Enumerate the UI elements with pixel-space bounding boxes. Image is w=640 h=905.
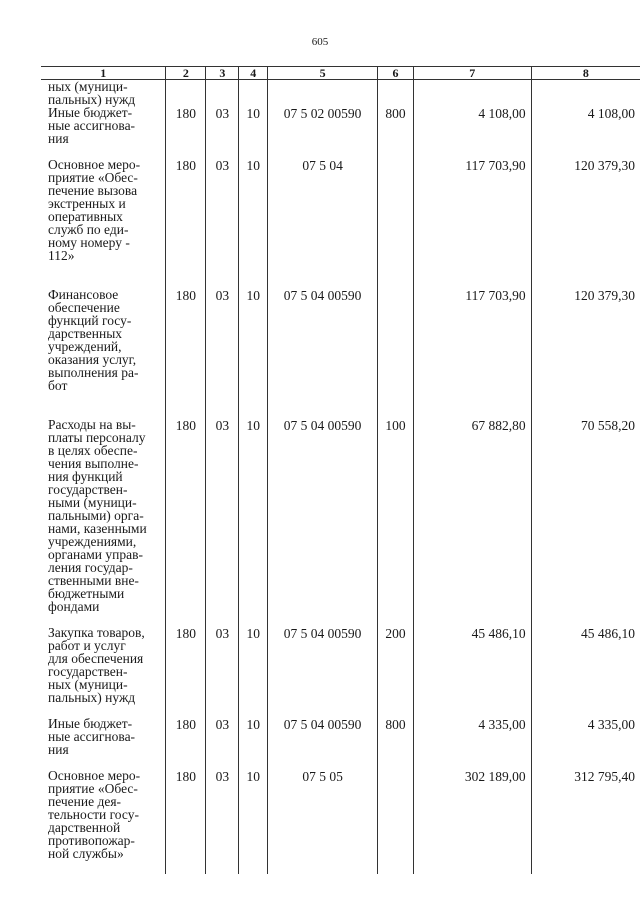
column-header: 5 [268,67,378,80]
row-name-line: учреждениями, [48,534,137,549]
amount-year-2: 4 108,00 [531,106,640,145]
row-name-line: Иные бюджет- [48,105,133,120]
row-name-line: Закупка товаров, [48,625,145,640]
subsection-code: 03 [206,288,239,392]
row-name-line: дарственных [48,326,123,341]
row-name-line: для обеспечения [48,651,144,666]
section-code [166,80,206,107]
row-name [41,106,166,145]
row-name-line: в целях обеспе- [48,443,138,458]
target-article-code: 07 5 04 00590 [268,626,378,704]
subsection-code [206,80,239,107]
row-name-line: Расходы на вы- [48,417,136,432]
row-name-line: дарственной [48,820,121,835]
page-number: 605 [311,36,329,48]
expense-type-code [377,80,413,107]
amount-year-2: 4 335,00 [531,717,640,756]
row-name-line: печение дея- [48,794,122,809]
row-name-line: пальными) орга- [48,508,144,523]
row-name-line: экстренных и [48,196,126,211]
amount-year-2: 45 486,10 [531,626,640,704]
table-row [41,80,640,107]
row-name-line: платы персоналу [48,430,146,445]
subsection-code: 03 [206,106,239,145]
expense-type-code: 100 [377,418,413,613]
row-name [41,769,166,860]
amount-year-1: 117 703,90 [413,288,531,392]
subsection-code: 03 [206,158,239,262]
amount-year-1: 117 703,90 [413,158,531,262]
table-row [41,769,640,860]
row-name-line: нами, казенными [48,521,147,536]
column-header: 4 [239,67,268,80]
amount-year-2: 120 379,30 [531,288,640,392]
target-article-code: 07 5 04 00590 [268,717,378,756]
amount-year-1: 67 882,80 [413,418,531,613]
expense-type-code [377,158,413,262]
row-name [41,80,166,107]
section-code: 180 [166,158,206,262]
target-article-code: 07 5 02 00590 [268,106,378,145]
amount-year-1: 4 335,00 [413,717,531,756]
subsection-code: 03 [206,769,239,860]
target-article-code: 07 5 04 00590 [268,418,378,613]
row-name-line: фондами [48,599,100,614]
row-name-line: оказания услуг, [48,352,137,367]
section-code: 180 [166,626,206,704]
row-name-line: ления государ- [48,560,133,575]
subsection-code: 03 [206,626,239,704]
row-name-line: служб по еди- [48,222,129,237]
subsection-code-2: 10 [239,717,268,756]
row-name-line: ния функций [48,469,123,484]
row-name-line: Финансовое [48,287,119,302]
table-header-row [41,67,640,80]
row-spacer [41,860,640,874]
row-name-line: функций госу- [48,313,132,328]
row-name-line: оперативных [48,209,123,224]
amount-year-2: 70 558,20 [531,418,640,613]
column-header: 7 [413,67,531,80]
row-name-line: ных (муници- [48,677,128,692]
expense-type-code [377,769,413,860]
section-code: 180 [166,717,206,756]
column-header: 8 [531,67,640,80]
amount-year-2 [531,80,640,107]
subsection-code: 03 [206,717,239,756]
table-row [41,288,640,392]
target-article-code: 07 5 05 [268,769,378,860]
row-name-line: работ и услуг [48,638,126,653]
expense-type-code: 800 [377,106,413,145]
amount-year-1: 4 108,00 [413,106,531,145]
row-name-line: обеспечение [48,300,120,315]
row-name-line: пальных) нужд [48,690,136,705]
row-name-line: тельности госу- [48,807,139,822]
row-name-line: ной службы» [48,846,124,861]
column-header: 2 [166,67,206,80]
row-name-line: ные ассигнова- [48,729,136,744]
subsection-code-2: 10 [239,418,268,613]
subsection-code-2: 10 [239,769,268,860]
row-name-line: выполнения ра- [48,365,139,380]
row-name-line: государствен- [48,664,128,679]
subsection-code: 03 [206,418,239,613]
table-row [41,626,640,704]
expense-type-code: 200 [377,626,413,704]
row-name-line: приятие «Обес- [48,170,138,185]
row-name-line: ных (муници- [48,79,128,94]
row-name-line: органами управ- [48,547,143,562]
column-header: 6 [377,67,413,80]
row-name-line: Основное меро- [48,157,141,172]
row-name-line: печение вызова [48,183,138,198]
row-name-line: противопожар- [48,833,135,848]
row-name-line: ния [48,131,69,146]
row-name [41,626,166,704]
row-name-line: бот [48,378,68,393]
row-name-line: ственными вне- [48,573,139,588]
table-row [41,158,640,262]
amount-year-1: 302 189,00 [413,769,531,860]
row-name-line: ными (муници- [48,495,137,510]
column-header: 1 [41,67,166,80]
target-article-code: 07 5 04 00590 [268,288,378,392]
row-name-line: учреждений, [48,339,122,354]
amount-year-1: 45 486,10 [413,626,531,704]
target-article-code [268,80,378,107]
target-article-code: 07 5 04 [268,158,378,262]
amount-year-1 [413,80,531,107]
row-name [41,717,166,756]
budget-table [41,66,640,874]
table-row [41,717,640,756]
section-code: 180 [166,418,206,613]
row-name [41,288,166,392]
expense-type-code: 800 [377,717,413,756]
row-name-line: ния [48,742,69,757]
row-name-line: пальных) нужд [48,92,136,107]
table-body [41,80,640,875]
row-name-line: Иные бюджет- [48,716,133,731]
section-code: 180 [166,288,206,392]
section-code: 180 [166,106,206,145]
row-name-line: чения выполне- [48,456,139,471]
subsection-code-2: 10 [239,288,268,392]
subsection-code-2: 10 [239,626,268,704]
table-row [41,106,640,145]
row-name-line: государствен- [48,482,128,497]
row-name [41,418,166,613]
row-name [41,158,166,262]
row-name-line: бюджетными [48,586,125,601]
row-name-line: 112» [48,248,75,263]
expense-type-code [377,288,413,392]
row-name-line: приятие «Обес- [48,781,138,796]
row-name-line: ному номеру - [48,235,130,250]
row-name-line: ные ассигнова- [48,118,136,133]
table-row [41,418,640,613]
row-spacer [41,262,640,288]
amount-year-2: 312 795,40 [531,769,640,860]
section-code: 180 [166,769,206,860]
column-header: 3 [206,67,239,80]
row-spacer [41,392,640,418]
subsection-code-2: 10 [239,106,268,145]
amount-year-2: 120 379,30 [531,158,640,262]
subsection-code-2: 10 [239,158,268,262]
subsection-code-2 [239,80,268,107]
row-name-line: Основное меро- [48,768,141,783]
